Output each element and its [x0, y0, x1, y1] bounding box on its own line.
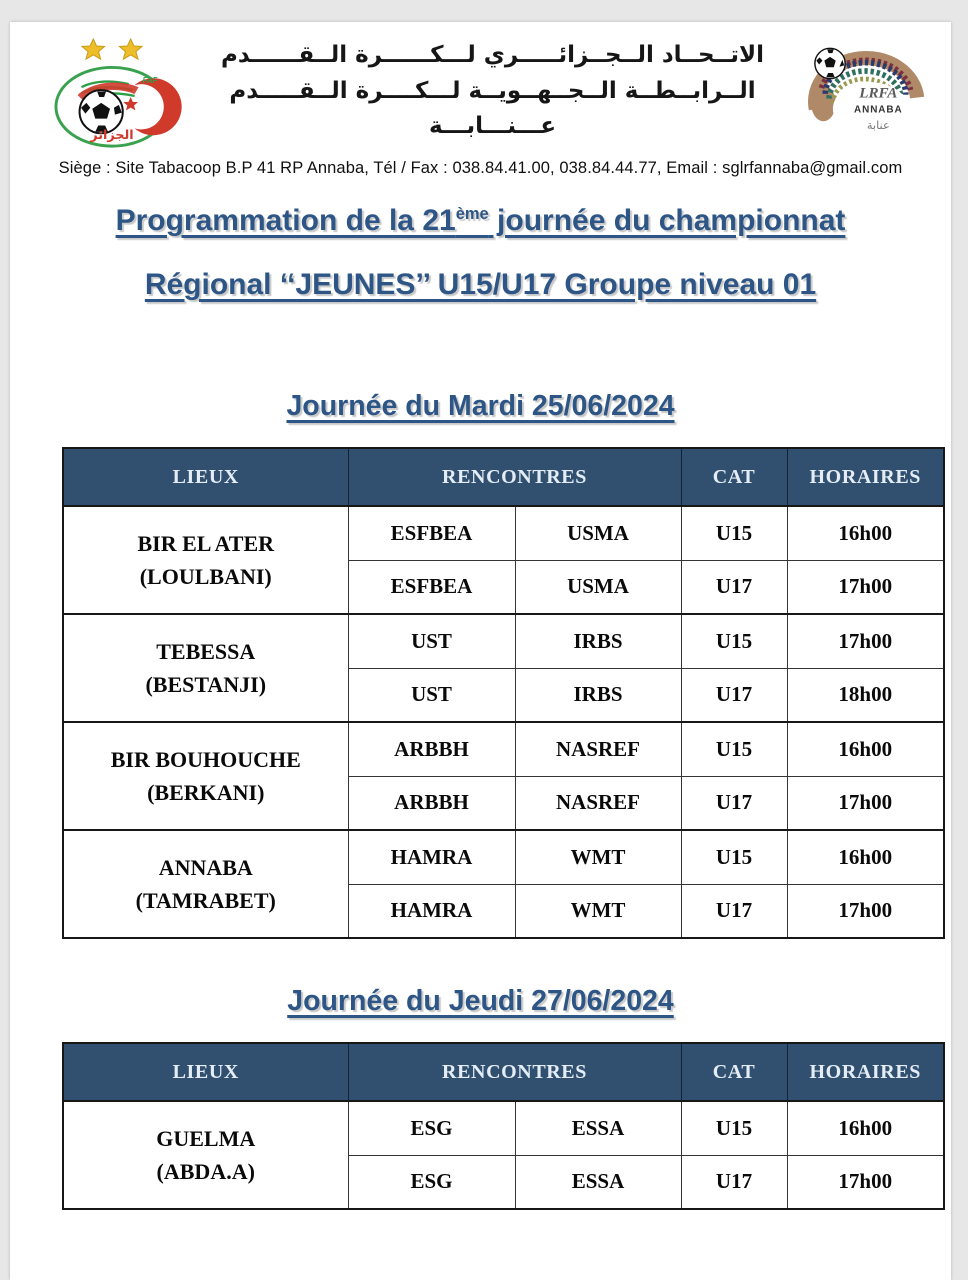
header-row	[63, 448, 944, 506]
column-header-lieux: LIEUX	[63, 448, 348, 506]
column-header-rencontres: RENCONTRES	[348, 448, 681, 506]
svg-text:LRFA: LRFA	[859, 85, 898, 102]
match-row	[63, 722, 944, 776]
category-cell: U17	[681, 1155, 787, 1209]
home-team-cell: ESFBEA	[348, 560, 515, 614]
category-cell: U15	[681, 1101, 787, 1155]
time-cell: 17h00	[787, 776, 944, 830]
home-team-cell: ARBBH	[348, 722, 515, 776]
ordinal-superscript: ème	[455, 205, 489, 223]
day-heading-text: Journée du Mardi 25/06/2024	[286, 390, 675, 422]
category-cell: U15	[681, 722, 787, 776]
org-name-arabic-line1: الاتــحــاد الــجــزائـــــري لـــكــــــرة الــقــــــدم	[221, 42, 764, 68]
venue-detail: (BERKANI)	[147, 780, 265, 805]
star-icon	[82, 39, 142, 59]
time-cell: 17h00	[787, 560, 944, 614]
svg-text:FAF: FAF	[142, 76, 158, 86]
venue-name: BIR BOUHOUCHE	[110, 747, 301, 772]
document-header	[10, 22, 951, 157]
document-page	[10, 22, 951, 1280]
lrfa-logo-icon	[795, 36, 937, 144]
page-title-line1	[10, 204, 951, 238]
page-title-line2-text: Régional ‘‘JEUNES’’ U15/U17 Groupe niveau 01	[144, 268, 817, 301]
venue-cell	[63, 1101, 348, 1209]
lrfa-logo	[795, 36, 937, 149]
faf-logo-icon	[32, 36, 190, 152]
category-cell: U17	[681, 560, 787, 614]
schedule-table	[62, 447, 945, 939]
home-team-cell: ARBBH	[348, 776, 515, 830]
away-team-cell: USMA	[515, 560, 681, 614]
day-heading-text: Journée du Jeudi 27/06/2024	[287, 985, 674, 1017]
category-cell: U17	[681, 884, 787, 938]
soccer-ball-icon	[80, 90, 123, 133]
column-header-cat: CAT	[681, 1043, 787, 1101]
away-team-cell: USMA	[515, 506, 681, 560]
away-team-cell: WMT	[515, 884, 681, 938]
column-header-cat: CAT	[681, 448, 787, 506]
match-row	[63, 1101, 944, 1155]
organization-names	[190, 38, 795, 145]
home-team-cell: UST	[348, 668, 515, 722]
home-team-cell: ESG	[348, 1101, 515, 1155]
venue-detail: (BESTANJI)	[145, 672, 267, 697]
away-team-cell: NASREF	[515, 776, 681, 830]
svg-text:عنابة: عنابة	[866, 117, 890, 132]
address-line: Siège : Site Tabacoop B.P 41 RP Annaba, Tél / Fax : 038.84.41.00, 038.84.44.77, Email : sglrfannaba@gmail.com	[58, 159, 903, 177]
away-team-cell: NASREF	[515, 722, 681, 776]
home-team-cell: UST	[348, 614, 515, 668]
venue-name: TEBESSA	[156, 639, 256, 664]
away-team-cell: IRBS	[515, 614, 681, 668]
away-team-cell: ESSA	[515, 1155, 681, 1209]
day-heading	[10, 985, 951, 1018]
page-title-line2	[10, 268, 951, 302]
venue-name: ANNABA	[158, 855, 253, 880]
away-team-cell: ESSA	[515, 1101, 681, 1155]
venue-cell	[63, 614, 348, 722]
category-cell: U15	[681, 830, 787, 884]
venue-cell	[63, 506, 348, 614]
soccer-ball-icon	[815, 48, 845, 78]
time-cell: 17h00	[787, 614, 944, 668]
match-row	[63, 506, 944, 560]
away-team-cell: WMT	[515, 830, 681, 884]
column-header-lieux: LIEUX	[63, 1043, 348, 1101]
column-header-horaires: HORAIRES	[787, 1043, 944, 1101]
category-cell: U15	[681, 506, 787, 560]
category-cell: U15	[681, 614, 787, 668]
time-cell: 16h00	[787, 722, 944, 776]
venue-name: GUELMA	[156, 1126, 256, 1151]
category-cell: U17	[681, 668, 787, 722]
time-cell: 16h00	[787, 830, 944, 884]
sections	[10, 390, 951, 1210]
time-cell: 17h00	[787, 1155, 944, 1209]
faf-logo	[32, 36, 190, 157]
header-row	[63, 1043, 944, 1101]
column-header-horaires: HORAIRES	[787, 448, 944, 506]
home-team-cell: HAMRA	[348, 884, 515, 938]
page-title-line1-text: Programmation de la 21ème journée du championnat	[115, 204, 846, 237]
venue-detail: (TAMRABET)	[135, 888, 276, 913]
time-cell: 18h00	[787, 668, 944, 722]
time-cell: 16h00	[787, 1101, 944, 1155]
day-heading	[10, 390, 951, 423]
match-row	[63, 614, 944, 668]
time-cell: 16h00	[787, 506, 944, 560]
venue-cell	[63, 830, 348, 938]
match-row	[63, 830, 944, 884]
venue-detail: (LOULBANI)	[139, 564, 272, 589]
home-team-cell: ESG	[348, 1155, 515, 1209]
svg-text:ANNABA: ANNABA	[853, 104, 903, 116]
home-team-cell: ESFBEA	[348, 506, 515, 560]
svg-text:الجزائر: الجزائر	[90, 128, 134, 144]
day-section	[10, 390, 951, 939]
venue-cell	[63, 722, 348, 830]
time-cell: 17h00	[787, 884, 944, 938]
day-section	[10, 985, 951, 1210]
venue-detail: (ABDA.A)	[156, 1159, 255, 1184]
home-team-cell: HAMRA	[348, 830, 515, 884]
away-team-cell: IRBS	[515, 668, 681, 722]
column-header-rencontres: RENCONTRES	[348, 1043, 681, 1101]
org-name-arabic-line2: الــرابــطــة الــجــهــويــة لـــكــــرة الــقـــــدم عـــنـــابـــة	[229, 77, 756, 140]
schedule-table	[62, 1042, 945, 1210]
category-cell: U17	[681, 776, 787, 830]
venue-name: BIR EL ATER	[137, 531, 275, 556]
